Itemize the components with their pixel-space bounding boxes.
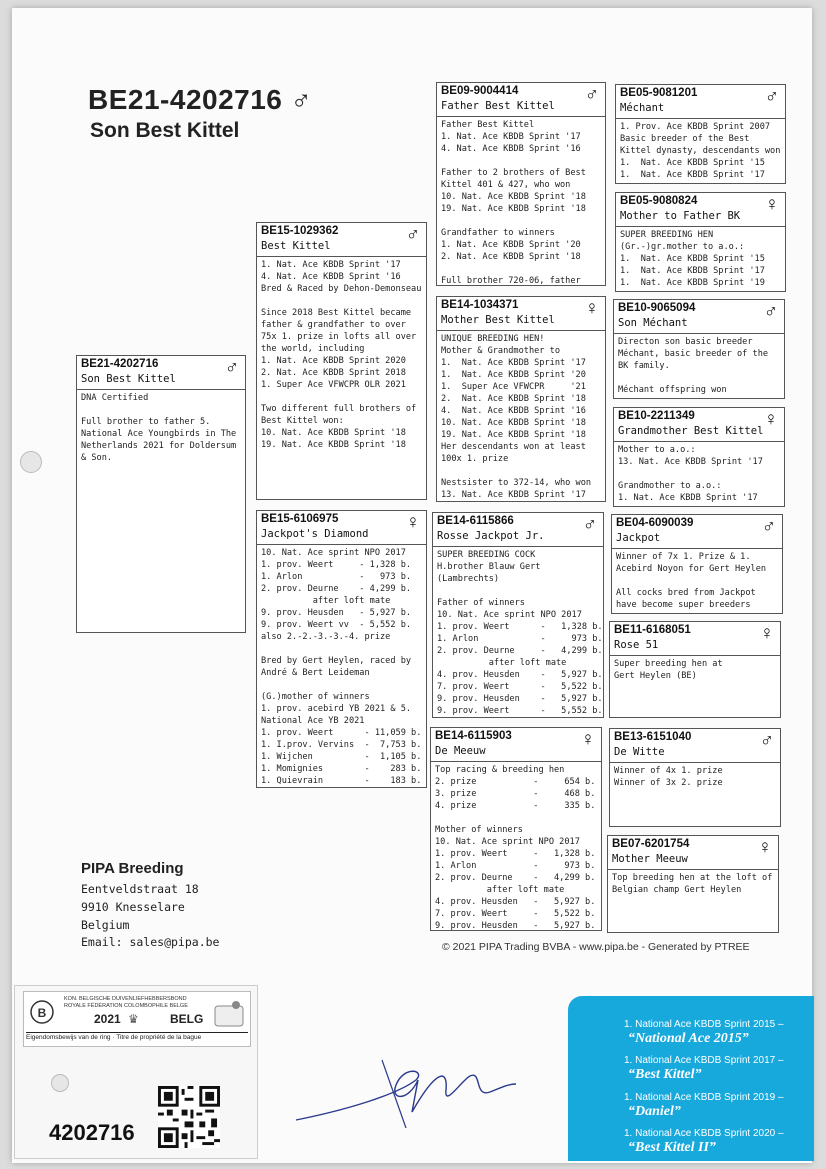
card-notes: 10. Nat. Ace sprint NPO 2017 1. prov. Weert - 1,328 b. 1. Arlon - 973 b. 2. prov. Deurne - 4,299 b. after loft mate 9. prov. Heusden - 5,927 b. 9. prov. Weert vv - 5,552 b. also 2.-2.-3.-3.-4. prize Bred by Gert Heylen, raced by André & Bert Leideman (G.)mother of winners 1. prov. acebird YB 2021 & 5. National Ace YB 2021 1. prov. Weert - 11,059 b. 1. I.prov. Vervins - 7,753 b. 1. Wijchen - 1,105 b. 1. Momignies - 283 b. 1. Quievrain - 183 b. bbox=[261, 548, 422, 786]
address-country: Belgium bbox=[81, 918, 130, 932]
card-notes: SUPER BREEDING COCK H.brother Blauw Gert (Lambrechts) Father of winners 10. Nat. Ace sprint NPO 2017 1. prov. Weert - 1,328 b. 1. Arlon - 973 b. 2. prov. Deurne - 4,299 b. after loft mate 4. prov. Heusden - 5,927 b. 7. prov. Weert - 5,522 b. 9. prov. Heusden - 5,927 b. 9. prov. Weert - 5,552 b. bbox=[437, 550, 603, 716]
achievement-nickname: “Best Kittel II” bbox=[628, 1140, 716, 1155]
sex-symbol: ♂ bbox=[761, 516, 776, 537]
ring-number: BE14-6115903 bbox=[435, 730, 512, 742]
card-notes: Mother to a.o.: 13. Nat. Ace KBDB Sprint '17 Grandmother to a.o.: 1. Nat. Ace KBDB Sprint '17 bbox=[618, 445, 763, 503]
card-notes: Top breeding hen at the loft of Belgian champ Gert Heylen bbox=[612, 873, 773, 895]
card-notes: Winner of 7x 1. Prize & 1. Acebird Noyon for Gert Heylen All cocks bred from Jackpot have become super breeders bbox=[616, 552, 767, 610]
ring-number: BE04-6090039 bbox=[616, 517, 694, 529]
address-city: 9910 Knesselare bbox=[81, 900, 185, 914]
pigeon-name: De Witte bbox=[614, 746, 665, 758]
pedigree-card-great-grandparent bbox=[607, 835, 779, 933]
pedigree-card-great-grandparent bbox=[615, 192, 786, 292]
page-title: BE21-4202716 ♂ bbox=[88, 84, 313, 115]
pigeon-name: Rose 51 bbox=[614, 639, 659, 651]
ring-number: BE09-9004414 bbox=[441, 85, 519, 97]
sex-symbol: ♀ bbox=[405, 512, 420, 533]
sex-symbol: ♂ bbox=[763, 301, 778, 322]
ring-number: BE21-4202716 bbox=[81, 358, 159, 370]
crown-icon: ♛ bbox=[128, 1012, 139, 1026]
sex-symbol: ♀ bbox=[759, 623, 774, 644]
ring-number: BE15-1029362 bbox=[261, 225, 339, 237]
dove-emblem-icon bbox=[214, 1000, 244, 1028]
pedigree-card-great-grandparent bbox=[609, 621, 781, 718]
federation-name: KON. BELGISCHE DUIVENLIEFHEBBERSBOND ROYALE FÉDÉRATION COLOMBOPHILE BELGE bbox=[64, 996, 188, 1009]
pigeon-name: Son Best Kittel bbox=[81, 373, 176, 385]
card-notes: Super breeding hen at Gert Heylen (BE) bbox=[614, 659, 723, 681]
pedigree-card-mother bbox=[256, 510, 427, 788]
achievement-line: 1. National Ace KBDB Sprint 2020 – bbox=[624, 1128, 784, 1139]
pigeon-name: Father Best Kittel bbox=[441, 100, 555, 112]
ring-number: BE14-6115866 bbox=[437, 515, 514, 527]
achievement-nickname: “Daniel” bbox=[628, 1104, 681, 1119]
pigeon-name: Mother Best Kittel bbox=[441, 314, 555, 326]
sex-symbol: ♂ bbox=[582, 514, 597, 535]
company-name: PIPA Breeding bbox=[81, 860, 184, 877]
sex-symbol: ♀ bbox=[580, 729, 595, 750]
sex-symbol: ♂ bbox=[405, 224, 420, 245]
card-notes: 1. Prov. Ace KBDB Sprint 2007 Basic breeder of the Best Kittel dynasty, descendants won 1. Nat. Ace KBDB Sprint '15 1. Nat. Ace KBDB Sprint '17 bbox=[620, 122, 781, 180]
pigeon-name: Jackpot's Diamond bbox=[261, 528, 369, 540]
achievement-nickname: “Best Kittel” bbox=[628, 1067, 702, 1082]
card-notes: 1. Nat. Ace KBDB Sprint '17 4. Nat. Ace KBDB Sprint '16 Bred & Raced by Dehon-Demonseau Since 2018 Best Kittel became father & grandfather to over 75x 1. prize in lofts all over the world, including 1. Nat. Ace KBDB Sprint 2020 2. Nat. Ace KBDB Sprint 2018 1. Super Ace VFWCPR OLR 2021 Two different full brothers of Best Kittel won: 10. Nat. Ace KBDB Sprint '18 19. Nat. Ace KBDB Sprint '18 bbox=[261, 260, 422, 450]
pigeon-name: Mother to Father BK bbox=[620, 210, 741, 222]
card-notes: DNA Certified Full brother to father 5. National Ace Youngbirds in The Netherlands 2021 for Doldersum & Son. bbox=[81, 393, 237, 463]
card-notes: UNIQUE BREEDING HEN! Mother & Grandmother to 1. Nat. Ace KBDB Sprint '17 1. Nat. Ace KBDB Sprint '20 1. Super Ace VFWCPR '21 2. Nat. Ace KBDB Sprint '18 4. Nat. Ace KBDB Sprint '16 10. Nat. Ace KBDB Sprint '18 19. Nat. Ace KBDB Sprint '18 Her descendants won at least 100x 1. prize Nestsister to 372-14, who won 13. Nat. Ace KBDB Sprint '17 bbox=[441, 334, 592, 500]
sex-symbol: ♀ bbox=[764, 194, 779, 215]
ring-number: BE05-9081201 bbox=[620, 87, 698, 99]
binder-hole bbox=[51, 1074, 69, 1092]
ring-ownership-card bbox=[14, 985, 258, 1159]
pigeon-name: Mother Meeuw bbox=[612, 853, 688, 865]
pigeon-name: Jackpot bbox=[616, 532, 661, 544]
pedigree-card-great-grandparent bbox=[613, 407, 785, 507]
pedigree-card-subject bbox=[76, 355, 246, 633]
pedigree-card-great-grandparent bbox=[615, 84, 786, 184]
ring-card-header bbox=[23, 991, 251, 1047]
sex-symbol: ♂ bbox=[764, 86, 779, 107]
pigeon-name: Best Kittel bbox=[261, 240, 331, 252]
pedigree-card-maternal-grandfather bbox=[432, 512, 604, 718]
ring-number: BE07-6201754 bbox=[612, 838, 690, 850]
pigeon-name: Méchant bbox=[620, 102, 665, 114]
ownership-note: Eigendomsbewijs van de ring · Titre de propriété de la bague bbox=[26, 1032, 248, 1041]
address-street: Eentveldstraat 18 bbox=[81, 882, 199, 896]
achievement-line: 1. National Ace KBDB Sprint 2019 – bbox=[624, 1092, 784, 1103]
ring-country: BELG bbox=[170, 1012, 204, 1026]
ring-number: BE10-2211349 bbox=[618, 410, 695, 422]
pigeon-name: Rosse Jackpot Jr. bbox=[437, 530, 545, 542]
ring-number: BE11-6168051 bbox=[614, 624, 691, 636]
card-notes: Top racing & breeding hen 2. prize - 654 b. 3. prize - 468 b. 4. prize - 335 b. Mother of winners 10. Nat. Ace sprint NPO 2017 1. prov. Weert - 1,328 b. 1. Arlon - 973 b. 2. prov. Deurne - 4,299 b. after loft mate 4. prov. Heusden - 5,927 b. 7. prov. Weert - 5,522 b. 9. prov. Heusden - 5,927 b. bbox=[435, 765, 596, 931]
federation-logo-icon bbox=[28, 996, 56, 1026]
pedigree-card-maternal-grandmother bbox=[430, 727, 602, 931]
sex-symbol: ♀ bbox=[584, 298, 599, 319]
sex-symbol: ♂ bbox=[759, 730, 774, 751]
ring-number: BE15-6106975 bbox=[261, 513, 339, 525]
sex-symbol: ♂ bbox=[584, 84, 599, 105]
card-notes: Directon son basic breeder Méchant, basic breeder of the BK family. Méchant offspring won bbox=[618, 337, 769, 395]
sex-symbol: ♀ bbox=[763, 409, 778, 430]
pedigree-card-paternal-grandfather bbox=[436, 82, 606, 286]
ring-number-large: 4202716 bbox=[49, 1120, 135, 1145]
pedigree-card-great-grandparent bbox=[609, 728, 781, 827]
ring-year: 2021 bbox=[94, 1012, 121, 1026]
footer-copyright: © 2021 PIPA Trading BVBA - www.pipa.be - Generated by PTREE bbox=[442, 941, 750, 953]
card-notes: SUPER BREEDING HEN (Gr.-)gr.mother to a.o.: 1. Nat. Ace KBDB Sprint '15 1. Nat. Ace KBDB Sprint '17 1. Nat. Ace KBDB Sprint '19 bbox=[620, 230, 765, 288]
pedigree-card-father bbox=[256, 222, 427, 500]
pigeon-name: Son Méchant bbox=[618, 317, 688, 329]
sex-symbol: ♀ bbox=[757, 837, 772, 858]
achievement-line: 1. National Ace KBDB Sprint 2017 – bbox=[624, 1055, 784, 1066]
pigeon-name: Grandmother Best Kittel bbox=[618, 425, 764, 437]
achievement-nickname: “National Ace 2015” bbox=[628, 1031, 749, 1046]
achievements-banner bbox=[568, 996, 814, 1161]
pedigree-card-great-grandparent bbox=[611, 514, 783, 614]
pigeon-name: De Meeuw bbox=[435, 745, 486, 757]
binder-hole bbox=[20, 451, 42, 473]
qr-code-icon bbox=[158, 1086, 220, 1148]
achievement-line: 1. National Ace KBDB Sprint 2015 – bbox=[624, 1019, 784, 1030]
contact-email: Email: sales@pipa.be bbox=[81, 935, 220, 949]
ring-number: BE13-6151040 bbox=[614, 731, 692, 743]
page-subtitle: Son Best Kittel bbox=[90, 119, 240, 142]
ring-number: BE10-9065094 bbox=[618, 302, 696, 314]
svg-text:B: B bbox=[37, 1006, 47, 1020]
card-notes: Winner of 4x 1. prize Winner of 3x 2. prize bbox=[614, 766, 723, 788]
ring-number: BE05-9080824 bbox=[620, 195, 698, 207]
ring-number: BE14-1034371 bbox=[441, 299, 519, 311]
handwritten-signature bbox=[286, 1040, 526, 1130]
pedigree-card-paternal-grandmother bbox=[436, 296, 606, 502]
sex-symbol: ♂ bbox=[224, 357, 239, 378]
pedigree-card-great-grandparent bbox=[613, 299, 785, 399]
card-notes: Father Best Kittel 1. Nat. Ace KBDB Sprint '17 4. Nat. Ace KBDB Sprint '16 Father to 2 brothers of Best Kittel 401 & 427, who won 10. Nat. Ace KBDB Sprint '18 19. Nat. Ace KBDB Sprint '18 Grandfather to winners 1. Nat. Ace KBDB Sprint '20 2. Nat. Ace KBDB Sprint '18 Full brother 720-06, father bbox=[441, 120, 586, 286]
